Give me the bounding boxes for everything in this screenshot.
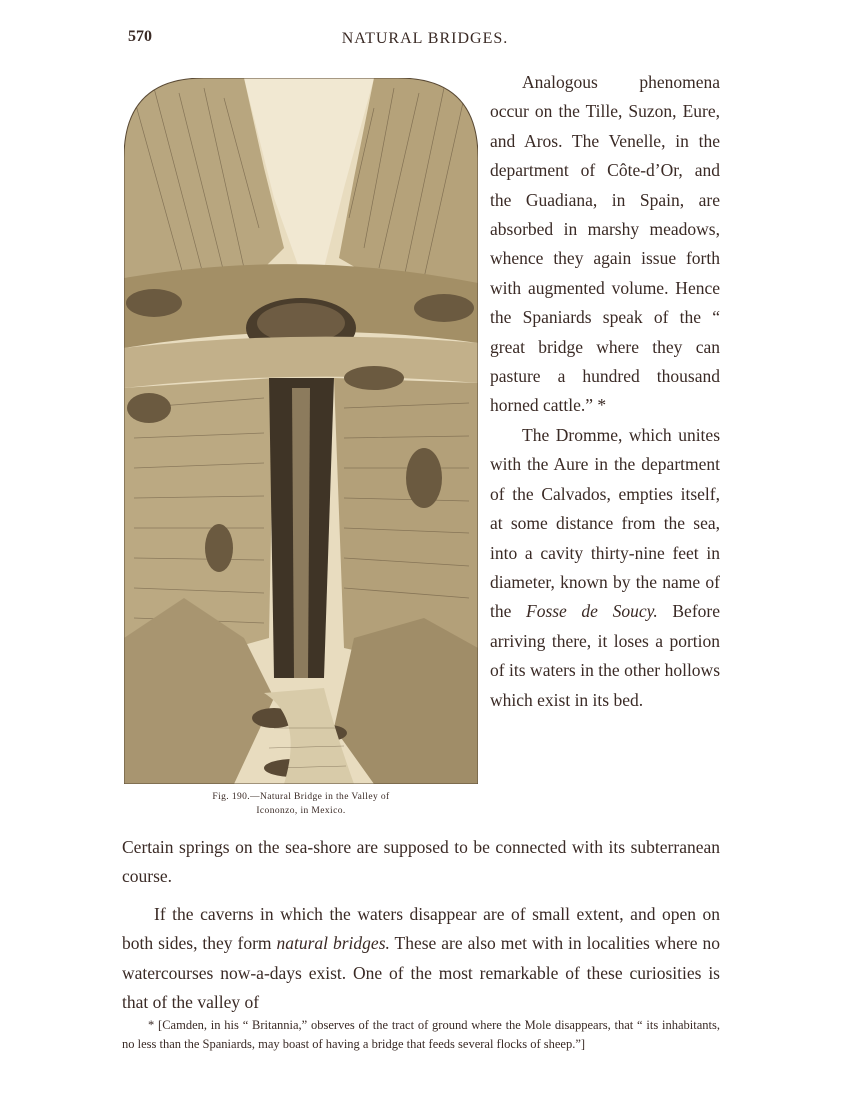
caption-line-2: Icononzo, in Mexico.	[256, 806, 346, 816]
footnote	[122, 1016, 720, 1053]
paragraph-dromme	[490, 421, 720, 715]
footnote-text: * [Camden, in his “ Britannia,” observes of the tract of ground where the Mole disappears, that “ its inhabitants, no less than the Spaniards, may boast of having a bridge that feeds several flocks of sheep.”]	[122, 1018, 720, 1051]
caption-line-1: Fig. 190.—Natural Bridge in the Valley of	[212, 792, 390, 802]
side-column-text	[490, 68, 720, 715]
figure-caption	[124, 790, 478, 818]
figure	[124, 78, 478, 818]
paragraph-tille: Analogous phenomena occur on the Tille, Suzon, Eure, and Aros. The Venelle, in the department of Côte-d’Or, and the Guadiana, in Spain, are absorbed in marshy meadows, whence they again issue forth with augmented volume. Hence the Spaniards speak of the “ great bridge where they can pasture a hundred thousand horned cattle.” *	[490, 72, 720, 416]
bridges-text-2: These are also met with in localities where no watercourses now-a-days exist. One of the most remarkable of these curiosities is that of the valley of	[122, 933, 720, 1013]
paragraph-continuation: Certain springs on the sea-shore are supposed to be connected with its subterranean course.	[122, 837, 720, 887]
dromme-text-2: Before arriving there, it loses a portion of its waters in the other hollows which exist in its bed.	[490, 601, 720, 710]
engraving-illustration	[124, 78, 478, 784]
main-text	[122, 833, 720, 1017]
fosse-de-soucy-term: Fosse de Soucy.	[526, 601, 658, 622]
page-number: 570	[128, 28, 152, 45]
natural-bridges-term: natural bridges.	[276, 933, 390, 954]
bridges-text-1: If the caverns in which the waters disappear are of small extent, and open on both sides, they form	[122, 903, 720, 954]
dromme-text-1: The Dromme, which unites with the Aure in the department of the Calvados, empties itself, at some distance from the sea, into a cavity thirty-nine feet in diameter, known by the name of the	[490, 424, 720, 622]
paragraph-natural-bridges	[122, 900, 720, 1018]
running-title: NATURAL BRIDGES.	[341, 30, 509, 47]
